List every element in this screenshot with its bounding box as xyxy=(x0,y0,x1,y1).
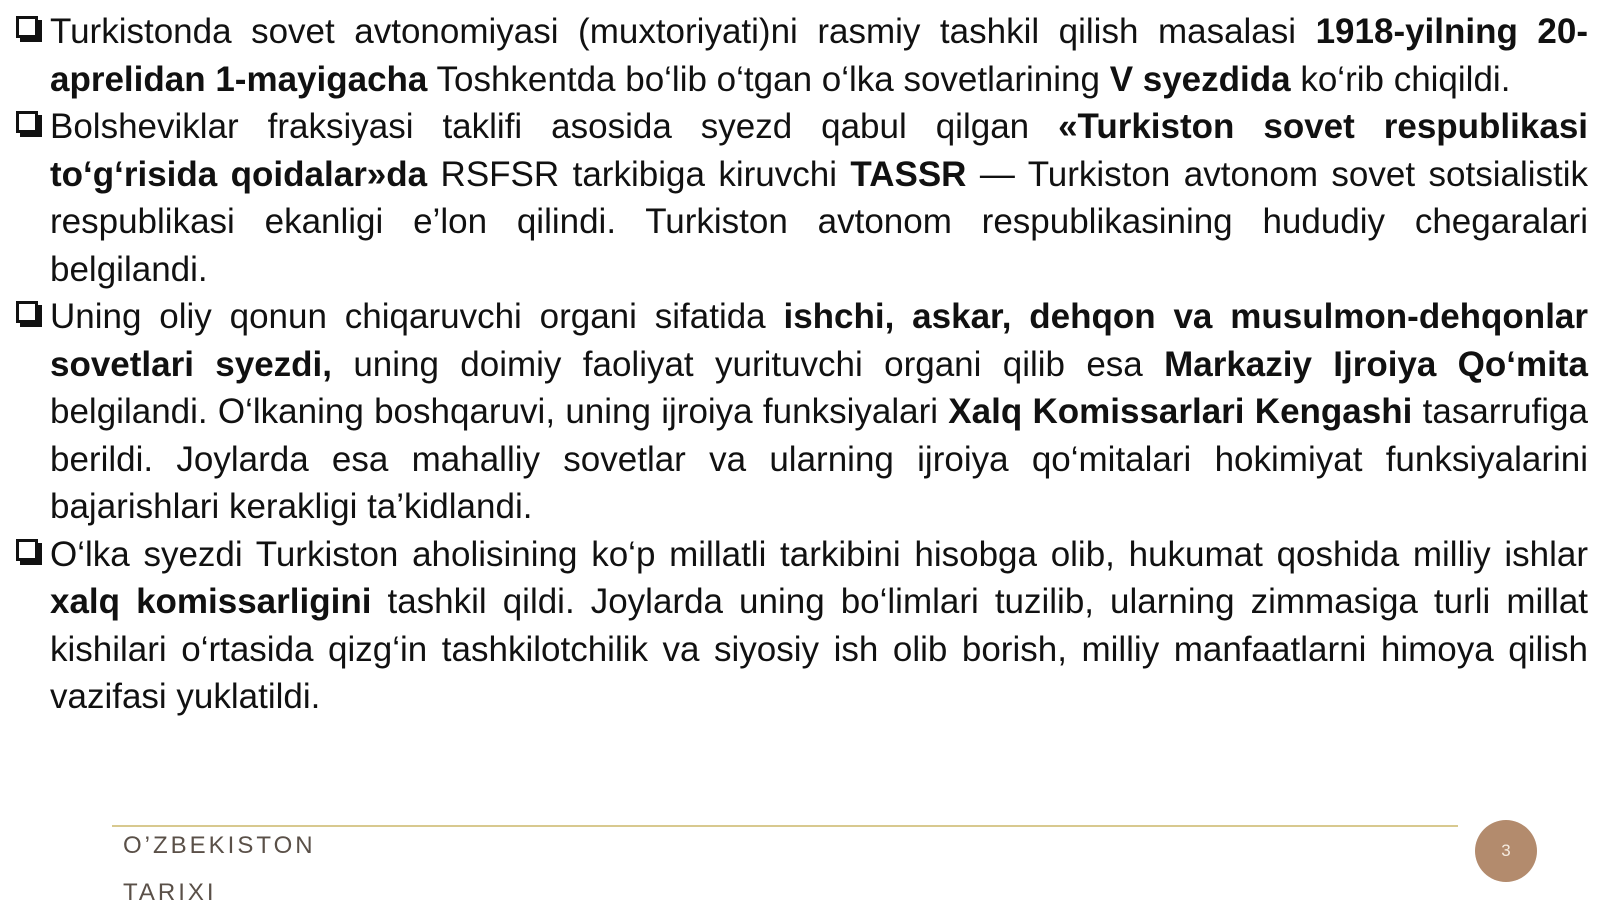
bullet-text-segment: Bolsheviklar fraksiyasi taklifi asosida syezd qabul qilgan xyxy=(50,107,1059,146)
checkbox-bullet-icon xyxy=(16,539,38,561)
bullet-text-bold: V syezdida xyxy=(1109,59,1291,99)
bullet-text-segment: Toshkentda bo‘lib o‘tgan o‘lka sovetlarining xyxy=(427,59,1110,99)
page-number: 3 xyxy=(1501,841,1511,860)
bullet-item-2 xyxy=(12,103,1588,293)
bullet-text-segment: tasarrufiga berildi. Joylarda esa mahalliy sovetlar va ularning ijroiya qo‘mitalari hokimiyat funksiyalarini bajarishlari kerakligi ta’kidlandi. xyxy=(50,392,1588,526)
footer-title-line-2: TARIXI xyxy=(123,879,217,906)
footer-title xyxy=(123,822,316,916)
bullet-text-segment: uning doimiy faoliyat yurituvchi organi qilib esa xyxy=(332,344,1165,384)
bullet-text-segment: — Turkiston avtonom sovet sotsialistik respublikasi ekanligi e’lon qilindi. Turkiston avtonom respublikasining hududiy chegaralari belgilandi. xyxy=(50,154,1588,289)
bullet-text-bold: ishchi, askar, dehqon va musulmon-dehqonlar sovetlari syezdi, xyxy=(50,297,1588,384)
bullet-text-bold: xalq komissarligini xyxy=(50,582,372,621)
checkbox-bullet-icon xyxy=(16,16,38,38)
bullet-text-bold: «Turkiston sovet respublikasi to‘g‘risida qoidalar»da xyxy=(50,107,1589,194)
bullet-text-segment: RSFSR tarkibiga kiruvchi xyxy=(427,154,851,194)
bullet-text-segment: tashkil qildi. Joylarda uning bo‘limlari tuzilib, ularning zimmasiga turli millat kishilari o‘rtasida qizg‘in tashkilotchilik va siyosiy ish olib borish, milliy manfaatlarni himoya qilish vazifasi yuklatildi. xyxy=(50,582,1589,716)
bullet-text-bold: 1918-yilning 20-aprelidan 1-mayigacha xyxy=(50,12,1588,99)
bullet-item-3 xyxy=(12,293,1588,531)
bullet-text-segment: Turkistonda sovet avtonomiyasi (muxtoriyati)ni rasmiy tashkil qilish masalasi xyxy=(50,12,1316,51)
bullet-text-bold: TASSR xyxy=(850,154,967,194)
bullet-text-segment: Uning oliy qonun chiqaruvchi organi sifatida xyxy=(50,297,784,336)
checkbox-bullet-icon xyxy=(16,111,38,133)
bullet-text-bold: Markaziy Ijroiya Qo‘mita xyxy=(1164,344,1588,384)
bullet-text-segment: O‘lka syezdi Turkiston aholisining ko‘p millatli tarkibini hisobga olib, hukumat qoshida milliy ishlar xyxy=(50,534,1588,574)
bullet-text-segment: ko‘rib chiqildi. xyxy=(1290,59,1511,99)
footer-title-line-1: O’ZBEKISTON xyxy=(123,832,316,859)
page-number-badge xyxy=(1475,820,1537,882)
checkbox-bullet-icon xyxy=(16,301,38,323)
bullet-text-bold: Xalq Komissarlari Kengashi xyxy=(948,392,1413,431)
bullet-item-1 xyxy=(12,8,1588,103)
bullet-text-segment: belgilandi. O‘lkaning boshqaruvi, uning ijroiya funksiyalari xyxy=(50,392,949,431)
bullet-item-4 xyxy=(12,531,1588,721)
slide-body xyxy=(12,8,1588,721)
